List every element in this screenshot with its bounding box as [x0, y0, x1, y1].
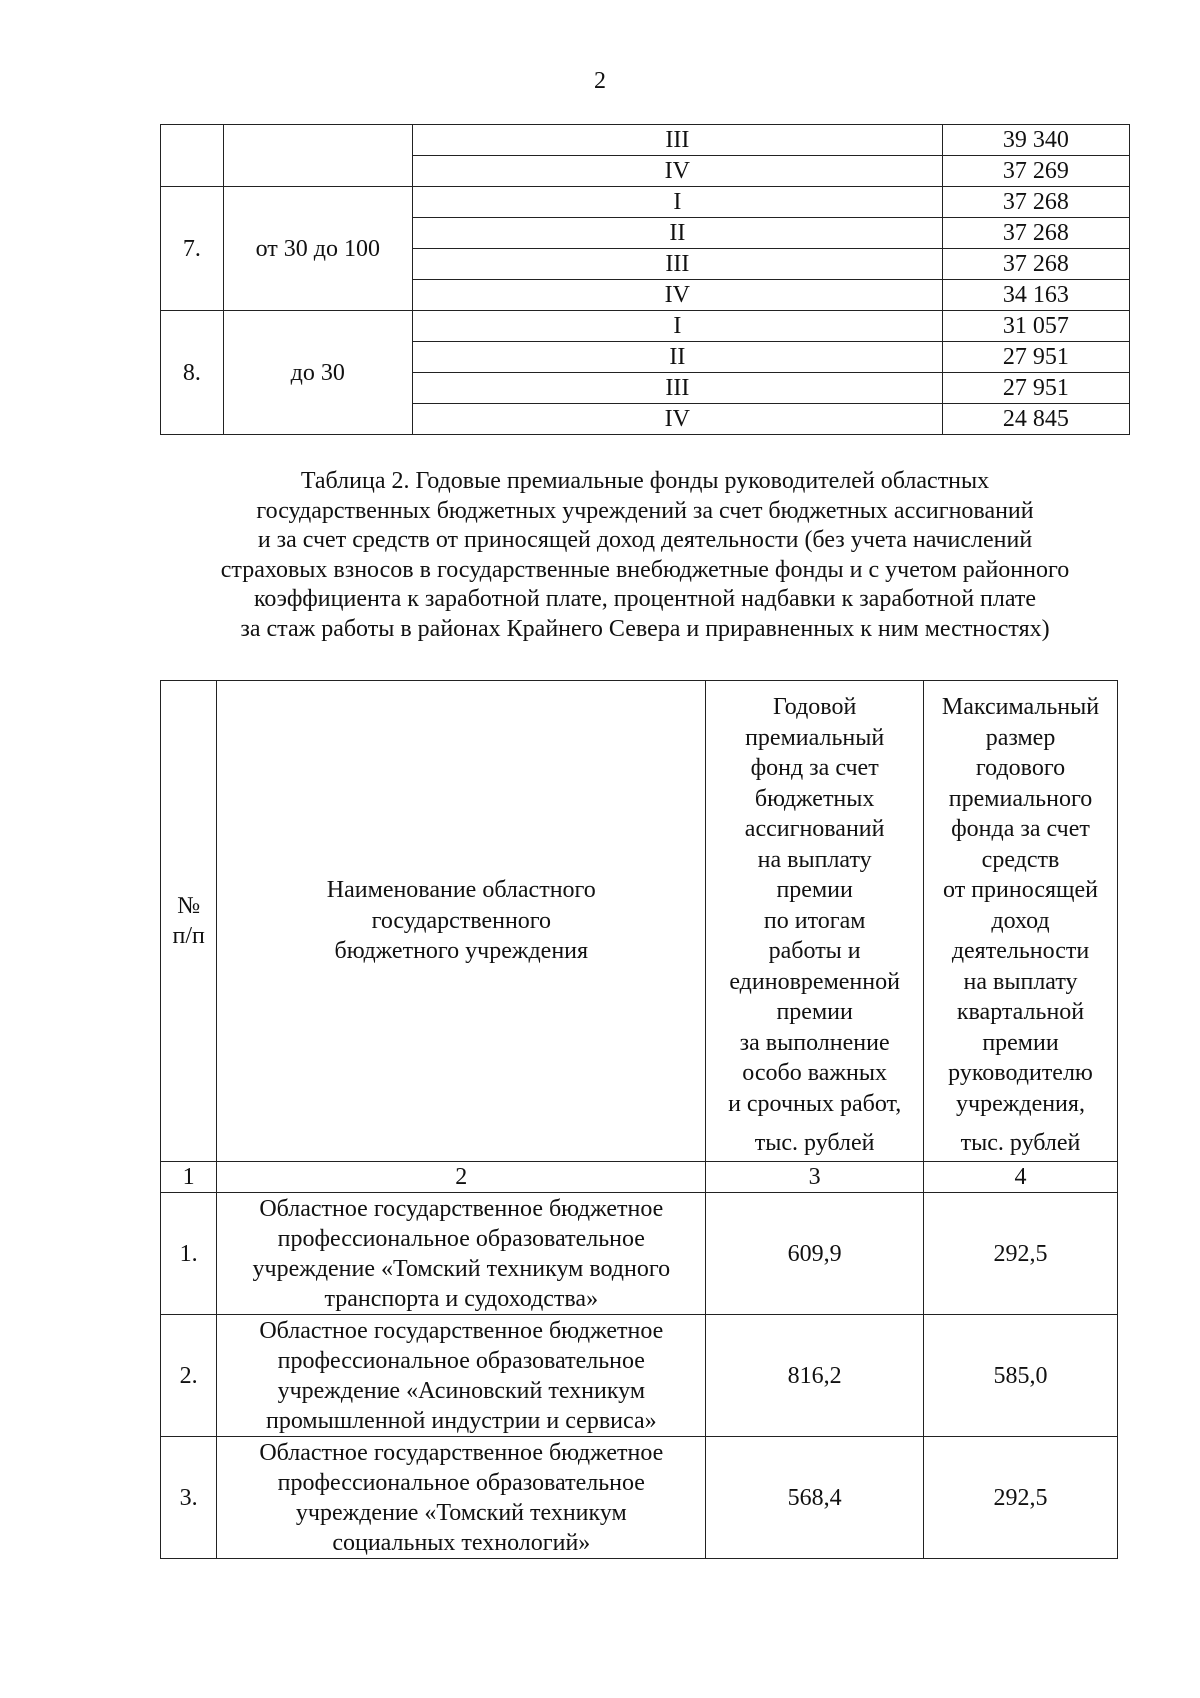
group-cell: III: [412, 249, 942, 280]
value-cell: 37 268: [942, 187, 1129, 218]
org-line: учреждение «Томский техникум водного: [252, 1255, 671, 1282]
header-text: по итогам: [763, 907, 866, 934]
org-line: промышленной индустрии и сервиса»: [266, 1407, 657, 1434]
org-line: транспорта и судоходства»: [324, 1285, 599, 1312]
max-fund-value: 292,5: [924, 1193, 1118, 1315]
header-text: и срочных работ,: [728, 1090, 902, 1117]
header-text: годового: [975, 755, 1066, 781]
population-range: до 30: [223, 311, 412, 435]
header-text: п/п: [172, 923, 205, 949]
org-line: профессиональное образовательное: [277, 1225, 645, 1252]
column-number: 1: [161, 1162, 217, 1193]
premium-fund-table: [160, 680, 1118, 1559]
group-cell: IV: [412, 280, 942, 311]
org-line: Областное государственное бюджетное: [259, 1195, 664, 1222]
header-text: за выполнение: [739, 1029, 890, 1056]
org-line: учреждение «Томский техникум: [295, 1499, 627, 1526]
group-cell: I: [412, 187, 942, 218]
header-text: бюджетного учреждения: [334, 938, 589, 965]
value-cell: 34 163: [942, 280, 1129, 311]
header-text: премии: [776, 877, 853, 903]
table-row: [161, 187, 1130, 218]
table-row: [161, 1193, 1118, 1315]
max-fund-value: 292,5: [924, 1437, 1118, 1559]
budget-fund-value: 568,4: [706, 1437, 924, 1559]
table-row: [161, 311, 1130, 342]
row-number: 3.: [161, 1437, 217, 1559]
header-row: [161, 681, 1118, 1162]
header-text: государственного: [371, 907, 552, 934]
header-text: на выплату: [757, 846, 872, 873]
group-cell: II: [412, 342, 942, 373]
row-number: [161, 125, 224, 187]
budget-fund-value: 609,9: [706, 1193, 924, 1315]
population-range: от 30 до 100: [223, 187, 412, 311]
max-fund-value: 585,0: [924, 1315, 1118, 1437]
group-cell: I: [412, 311, 942, 342]
value-cell: 31 057: [942, 311, 1129, 342]
header-text: премиальный: [745, 724, 885, 751]
value-cell: 27 951: [942, 342, 1129, 373]
header-name: [217, 681, 706, 1162]
group-cell: III: [412, 125, 942, 156]
group-cell: II: [412, 218, 942, 249]
header-max-fund: [924, 681, 1118, 1162]
header-text: премиального: [948, 785, 1093, 812]
org-line: профессиональное образовательное: [277, 1469, 645, 1496]
header-text: на выплату: [963, 968, 1078, 995]
group-cell: IV: [412, 404, 942, 435]
value-cell: 39 340: [942, 125, 1129, 156]
table-row: [161, 125, 1130, 156]
header-text: деятельности: [951, 938, 1090, 964]
org-line: Областное государственное бюджетное: [259, 1439, 664, 1466]
value-cell: 37 269: [942, 156, 1129, 187]
column-number-row: [161, 1162, 1118, 1193]
row-number: 8.: [161, 311, 224, 435]
caption-line: коэффициента к заработной плате, процентной надбавки к заработной плате: [253, 586, 1037, 612]
population-range: [223, 125, 412, 187]
value-cell: 24 845: [942, 404, 1129, 435]
header-unit: тыс. рублей: [754, 1129, 875, 1156]
header-text: работы и: [768, 938, 861, 964]
header-text: фонда за счет: [951, 816, 1090, 842]
org-line: профессиональное образовательное: [277, 1347, 645, 1374]
row-number: 2.: [161, 1315, 217, 1437]
header-text: доход: [991, 907, 1050, 934]
org-line: Областное государственное бюджетное: [259, 1317, 664, 1344]
caption-line: государственных бюджетных учреждений за счет бюджетных ассигнований: [256, 497, 1034, 524]
org-line: учреждение «Асиновский техникум: [277, 1377, 646, 1404]
header-text: единовременной: [729, 968, 900, 995]
header-text: №: [177, 892, 201, 919]
group-cell: III: [412, 373, 942, 404]
row-number: 1.: [161, 1193, 217, 1315]
header-text: руководителю: [948, 1060, 1093, 1086]
page-number: 2: [594, 68, 606, 94]
organization-name: [217, 1193, 706, 1315]
header-text: премии: [776, 999, 853, 1025]
header-text: особо важных: [742, 1060, 887, 1086]
header-text: бюджетных: [754, 785, 875, 812]
header-text: от приносящей: [943, 877, 1098, 903]
value-cell: 27 951: [942, 373, 1129, 404]
header-text: средств: [981, 846, 1060, 873]
row-number: 7.: [161, 187, 224, 311]
header-text: Годовой: [773, 694, 857, 720]
table-row: [161, 1315, 1118, 1437]
caption-line: за стаж работы в районах Крайнего Севера и приравненных к ним местностях): [240, 615, 1050, 642]
organization-name: [217, 1315, 706, 1437]
organization-name: [217, 1437, 706, 1559]
header-number: [161, 681, 217, 1162]
header-text: учреждения,: [956, 1090, 1085, 1117]
header-text: размер: [985, 724, 1056, 751]
budget-fund-value: 816,2: [706, 1315, 924, 1437]
org-line: социальных технологий»: [332, 1529, 591, 1556]
header-budget-fund: [706, 681, 924, 1162]
table-row: [161, 1437, 1118, 1559]
header-text: Наименование областного: [326, 877, 596, 904]
column-number: 4: [924, 1162, 1118, 1193]
table-caption: [160, 467, 1130, 644]
column-number: 2: [217, 1162, 706, 1193]
header-text: премии: [982, 1029, 1059, 1056]
caption-line: Таблица 2. Годовые премиальные фонды руководителей областных: [300, 468, 990, 494]
header-unit: тыс. рублей: [960, 1129, 1081, 1156]
header-text: фонд за счет: [750, 755, 879, 781]
value-cell: 37 268: [942, 249, 1129, 280]
salary-table-continued: [160, 124, 1130, 435]
group-cell: IV: [412, 156, 942, 187]
value-cell: 37 268: [942, 218, 1129, 249]
caption-line: страховых взносов в государственные внебюджетные фонды и с учетом районного: [220, 556, 1070, 583]
caption-line: и за счет средств от приносящей доход деятельности (без учета начислений: [257, 527, 1033, 553]
header-text: ассигнований: [744, 816, 885, 842]
column-number: 3: [706, 1162, 924, 1193]
header-text: квартальной: [956, 999, 1085, 1025]
header-text: Максимальный: [941, 694, 1100, 720]
